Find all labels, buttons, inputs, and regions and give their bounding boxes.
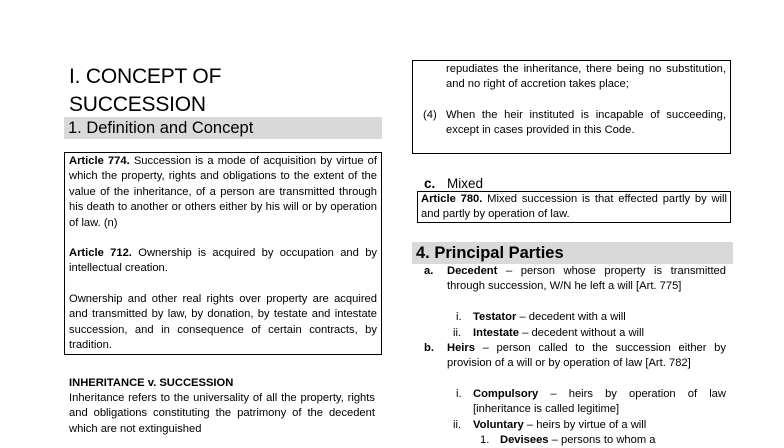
article-780-label: Article 780.: [421, 193, 483, 205]
item-b-text: – person called to the succession either by provision of a will or by operation of law [Art. 782]: [447, 342, 726, 370]
section-heading-principal-parties: 4. Principal Parties: [412, 242, 733, 264]
chapter-title-line2: SUCCESSION: [69, 93, 206, 116]
item-a-term: Decedent: [447, 265, 498, 277]
item-a-i: [473, 310, 626, 325]
continued-list-box: [412, 60, 731, 154]
mixed-heading: [424, 175, 483, 192]
item-b-heirs: [447, 341, 726, 372]
continued-text: repudiates the inheritance, there being no substitution, and no right of accretion takes place;: [446, 63, 726, 91]
section-heading-definition: 1. Definition and Concept: [64, 117, 382, 139]
item-b-letter: b.: [424, 342, 434, 354]
article-712-label: Article 712.: [69, 247, 132, 260]
item-a-i-num: i.: [456, 311, 462, 323]
inheritance-heading: INHERITANCE v. SUCCESSION: [69, 377, 234, 389]
item-b-i-term: Compulsory: [473, 388, 539, 400]
item-b-i-num: i.: [456, 388, 462, 400]
item-b-ii-1-num: 1.: [480, 434, 490, 446]
item-4-number: (4): [423, 109, 437, 121]
item-a-ii-text: – decedent without a will: [519, 327, 645, 339]
article-774-text: Succession is a mode of acquisition by virtue of which the property, rights and obligations to the extent of the value of the inheritance, of a person are transmitted through his death to another or others either by his will or by operation of law. (n): [69, 155, 377, 229]
article-774-label: Article 774.: [69, 155, 130, 167]
item-b-i-text: – heirs by operation of law [inheritance is called legitime]: [473, 388, 726, 416]
item-b-ii-1-text: – persons to whom a: [548, 434, 656, 446]
mixed-title: Mixed: [447, 176, 484, 191]
item-b-ii-text: – heirs by virtue of a will: [523, 419, 647, 431]
item-b-i: [473, 387, 726, 418]
item-a-i-term: Testator: [473, 311, 517, 323]
item-b-ii-1-term: Devisees: [500, 434, 549, 446]
article-780-text: Mixed succession is that effected partly by will and partly by operation of law.: [421, 193, 727, 221]
item-b-term: Heirs: [447, 342, 475, 354]
inheritance-paragraph: Inheritance refers to the universality of all the property, rights and obligations constituting the patrimony of the decedent which are not extinguished: [69, 392, 375, 435]
article-712: [69, 246, 377, 277]
article-712-text: Ownership is acquired by occupation and by intellectual creation.: [69, 247, 378, 275]
item-a-decedent: [447, 264, 726, 295]
ownership-paragraph: Ownership and other real rights over property are acquired and transmitted by law, by donation, by testate and intestate succession, and in consequence of certain contracts, by tradition.: [69, 292, 377, 352]
item-a-ii-term: Intestate: [473, 327, 520, 339]
item-a-ii-num: ii.: [453, 327, 462, 339]
article-774: [69, 154, 377, 231]
article-780-box: [417, 191, 731, 223]
mixed-letter: c.: [424, 176, 436, 191]
item-a-i-text: – decedent with a will: [516, 311, 626, 323]
chapter-title-line1: I. CONCEPT OF: [69, 65, 222, 88]
item-b-ii-term: Voluntary: [473, 419, 524, 431]
chapter-title: [69, 63, 389, 119]
articles-box: [64, 152, 382, 355]
item-b-ii: [473, 418, 646, 433]
item-a-text: – person whose property is transmitted through succession, W/N he left a will [Art. 775]: [447, 265, 726, 293]
item-4-text: When the heir instituted is incapable of succeeding, except in cases provided in this Code.: [446, 109, 726, 137]
item-a-letter: a.: [424, 265, 434, 277]
item-b-ii-num: ii.: [453, 419, 462, 431]
item-a-ii: [473, 326, 644, 341]
